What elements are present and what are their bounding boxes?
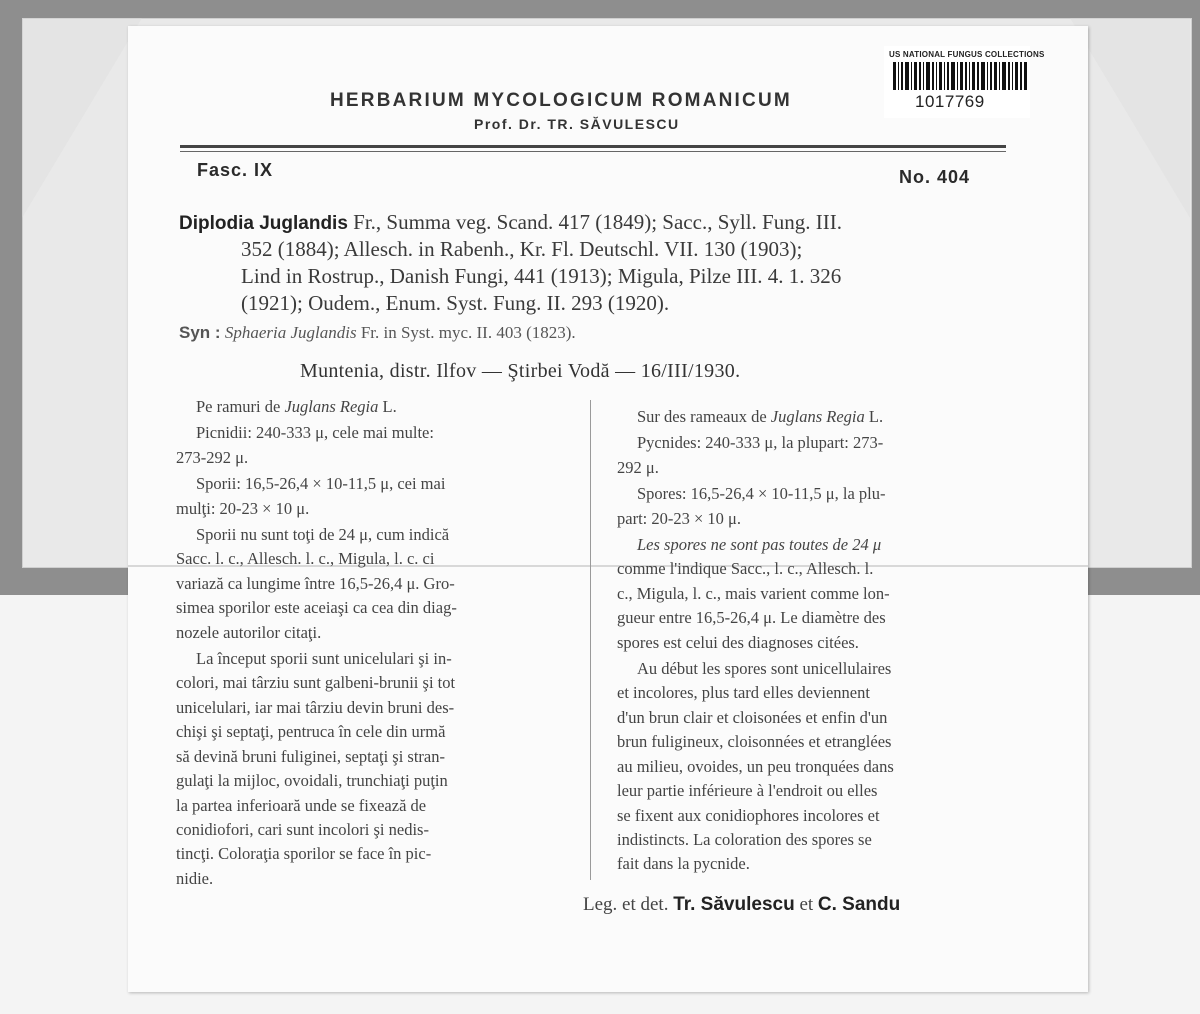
text-line: et incolores, plus tard elles deviennent	[617, 683, 870, 703]
note-fr	[617, 533, 1012, 655]
pycnidia-fr	[617, 431, 1012, 480]
fascicle-number: Fasc. IX	[197, 160, 274, 180]
text-line: variază ca lungime între 16,5-26,4 μ. Gro-	[176, 573, 455, 593]
text-line: spores est celui des diagnoses citées.	[617, 632, 859, 652]
barcode-institution: US NATIONAL FUNGUS COLLECTIONS	[889, 50, 1045, 59]
text-line: unicelulari, iar mai târziu devin bruni des-	[176, 697, 455, 717]
text-line: 292 μ.	[617, 457, 659, 477]
collectors-joiner: et	[799, 894, 814, 915]
substrate-text: Sur des rameaux de	[637, 407, 771, 426]
text-line: La început sporii sunt unicelulari şi in-	[196, 649, 452, 669]
text-line: c., Migula, l. c., mais varient comme lon-	[617, 583, 890, 603]
text-line: să devină bruni fuliginei, septaţi şi stran-	[176, 746, 445, 766]
pycnidia-ro	[176, 421, 566, 470]
synonym-reference: Fr. in Syst. myc. II. 403 (1823).	[360, 323, 576, 342]
text-line: indistincts. La coloration des spores se	[617, 829, 872, 849]
synonym-label: Syn :	[179, 323, 221, 342]
host-author: L.	[378, 397, 397, 416]
header-rule-thin	[180, 151, 1006, 152]
romanian-description	[176, 395, 566, 891]
barcode-icon	[893, 62, 1027, 90]
french-description	[617, 405, 1012, 877]
collectors-prefix: Leg. et det.	[583, 894, 669, 915]
host-name: Juglans Regia	[770, 407, 865, 426]
text-line: brun fuligineux, cloisonnées et etranglées	[617, 732, 892, 752]
note-ro	[176, 523, 566, 645]
synonym-line	[179, 323, 576, 343]
host-author: L.	[864, 407, 884, 426]
citation-line-3: Lind in Rostrup., Danish Fungi, 441 (1913); Migula, Pilze III. 4. 1. 326	[241, 264, 842, 288]
text-line: Les spores ne sont pas toutes de 24 μ	[637, 535, 882, 555]
text-line: se fixent aux conidiophores incolores et	[617, 805, 880, 825]
exsiccata-number: No. 404	[899, 167, 971, 187]
text-line: Sporii nu sunt toţi de 24 μ, cum indică	[196, 525, 450, 545]
text-line: Sporii: 16,5-26,4 × 10-11,5 μ, cei mai	[196, 474, 446, 494]
text-line: conidiofori, cari sunt incolori şi nedis-	[176, 819, 429, 839]
text-line: d'un brun clair et cloisonées et enfin d'un	[617, 707, 888, 727]
substrate-ro	[176, 395, 566, 419]
text-line: part: 20-23 × 10 μ.	[617, 508, 742, 528]
herbarium-subtitle: Prof. Dr. TR. SĂVULESCU	[474, 116, 680, 132]
herbarium-title: HERBARIUM MYCOLOGICUM ROMANICUM	[330, 90, 792, 111]
text-line: la partea inferioară unde se fixează de	[176, 795, 427, 815]
substrate-fr	[617, 405, 1012, 429]
synonym-name: Sphaeria Juglandis	[224, 323, 357, 342]
text-line: Pycnides: 240-333 μ, la plupart: 273-	[637, 433, 884, 453]
text-line: leur partie inférieure à l'endroit ou elles	[617, 781, 878, 801]
envelope-flap-left	[22, 18, 142, 218]
text-line: Sacc. l. c., Allesch. l. c., Migula, l. c. ci	[176, 549, 435, 569]
text-line: gueur entre 16,5-26,4 μ. Le diamètre des	[617, 608, 886, 628]
text-line: simea sporilor este aceiaşi ca cea din diag-	[176, 598, 457, 618]
locality: Muntenia, distr. Ilfov — Ştirbei Vodă — 16/III/1930.	[300, 360, 741, 382]
text-line: 273-292 μ.	[176, 447, 249, 467]
text-line: fait dans la pycnide.	[617, 854, 750, 874]
column-divider	[590, 400, 591, 880]
substrate-text: Pe ramuri de	[196, 397, 285, 416]
development-ro	[176, 647, 566, 891]
taxon-name: Diplodia Juglandis	[179, 213, 348, 234]
text-line: nozele autorilor citaţi.	[176, 622, 322, 642]
collector-1: Tr. Săvulescu	[673, 894, 795, 915]
text-line: comme l'indique Sacc., l. c., Allesch. l.	[617, 559, 874, 579]
text-line: tincţi. Coloraţia sporilor se face în pic-	[176, 844, 432, 864]
text-line: gulaţi la mijloc, ovoidali, trunchiaţi puţin	[176, 771, 448, 791]
text-line: colori, mai târziu sunt galbeni-brunii şi tot	[176, 673, 456, 693]
citation-line-1	[179, 209, 842, 237]
collectors-line	[583, 894, 900, 916]
envelope-flap-right	[1070, 18, 1190, 218]
text-line: Au début les spores sont unicellulaires	[637, 659, 892, 679]
citation-text: Fr., Summa veg. Scand. 417 (1849); Sacc., Syll. Fung. III.	[353, 210, 842, 234]
spores-fr	[617, 482, 1012, 531]
text-line: nidie.	[176, 868, 214, 888]
citation-line-2: 352 (1884); Allesch. in Rabenh., Kr. Fl. Deutschl. VII. 130 (1903);	[241, 237, 803, 261]
text-line: mulţi: 20-23 × 10 μ.	[176, 498, 310, 518]
text-line: chişi şi septaţi, pentruca în cele din urmă	[176, 722, 446, 742]
citation-line-4: (1921); Oudem., Enum. Syst. Fung. II. 293 (1920).	[241, 291, 670, 315]
header-rule-thick	[180, 145, 1006, 148]
barcode-number: 1017769	[915, 92, 985, 111]
text-line: au milieu, ovoides, un peu tronquées dans	[617, 756, 894, 776]
collector-2: C. Sandu	[817, 894, 901, 915]
development-fr	[617, 657, 1012, 877]
host-name: Juglans Regia	[284, 397, 379, 416]
spores-ro	[176, 472, 566, 521]
text-line: Spores: 16,5-26,4 × 10-11,5 μ, la plu-	[637, 484, 886, 504]
text-line: Picnidii: 240-333 μ, cele mai multe:	[196, 423, 434, 443]
